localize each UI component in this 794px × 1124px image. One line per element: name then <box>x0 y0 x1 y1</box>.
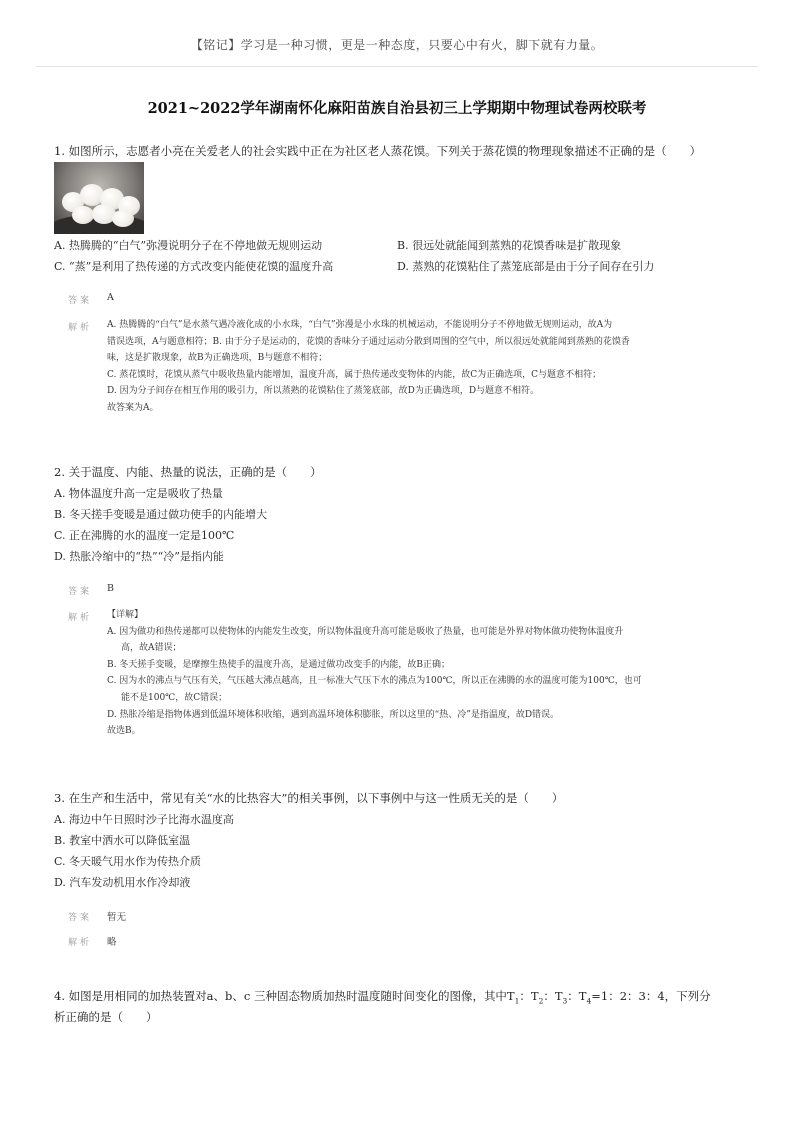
explanation-line: D. 因为分子间存在相互作用的吸引力，所以蒸熟的花馍粘住了蒸笼底部，故D为正确选项，D与题意不相符。 <box>107 386 540 397</box>
q2-option-b: B. 冬天搓手变暖是通过做功使手的内能增大 <box>54 508 268 521</box>
q2-option-d: D. 热胀冷缩中的“热”“冷”是指内能 <box>54 550 224 563</box>
q4-stem <box>54 988 711 1005</box>
q4-stem-text: ：T <box>567 989 587 1003</box>
q4-stem-text: ：T <box>519 989 539 1003</box>
explanation-line: A. 热腾腾的“白气”是水蒸气遇冷液化成的小水珠，“白气”弥漫是小水珠的机械运动，不能说明分子不停地做无规则运动，故A为 <box>107 320 613 330</box>
explanation-line: C. 蒸花馍时，花馍从蒸气中吸收热量内能增加，温度升高，属于热传递改变物体的内能，故C为正确选项，C与题意不相符； <box>107 369 602 380</box>
q1-answer-label: 答案 <box>68 296 93 306</box>
explanation-line: 能不是100℃，故C错误； <box>121 692 228 703</box>
steamed-buns-photo <box>54 162 144 234</box>
q2-stem: 2. 关于温度、内能、热量的说法，正确的是（ ） <box>54 465 322 479</box>
q2-explanation <box>107 607 727 740</box>
explanation-line: B. 冬天搓手变暖，是摩擦生热使手的温度升高，是通过做功改变手的内能，故B正确； <box>107 659 450 670</box>
q4-subscript: 2 <box>538 996 544 1006</box>
q4-stem-line2: 析正确的是（ ） <box>54 1010 158 1024</box>
q3-option-d: D. 汽车发动机用水作冷却液 <box>54 876 191 889</box>
q4-stem-text: 4. 如图是用相同的加热装置对a、b、c 三种固态物质加热时温度随时间变化的图像，其中T <box>54 989 515 1003</box>
q4-stem-text: ：T <box>543 989 563 1003</box>
q2-answer-label: 答案 <box>68 587 93 597</box>
q3-answer: 暂无 <box>107 912 127 923</box>
q4-subscript: 1 <box>514 996 520 1006</box>
q1-option-c: C. “蒸”是利用了热传递的方式改变内能使花馍的温度升高 <box>54 260 334 273</box>
explanation-line: 味，这是扩散现象，故B为正确选项，B与题意不相符； <box>107 353 328 364</box>
q3-option-a: A. 海边中午日照时沙子比海水温度高 <box>54 813 234 826</box>
q1-explanation <box>107 317 727 417</box>
header-divider <box>36 66 758 67</box>
q3-explanation: 略 <box>107 937 117 948</box>
explanation-line: D. 热胀冷缩是指物体遇到低温环境体积收缩，遇到高温环境体积膨胀，所以这里的“热、冷”是指温度，故D错误。 <box>107 709 560 720</box>
explanation-line: 故选B。 <box>107 726 141 737</box>
q2-option-a: A. 物体温度升高一定是吸收了热量 <box>54 487 223 500</box>
explanation-line: 高，故A错误； <box>121 643 182 654</box>
q4-subscript: 4 <box>586 996 592 1006</box>
motto-banner: 【铭记】学习是一种习惯，更是一种态度，只要心中有火，脚下就有力量。 <box>190 38 604 52</box>
bun <box>112 210 134 227</box>
q1-option-d: D. 蒸熟的花馍粘住了蒸笼底部是由于分子间存在引力 <box>397 260 655 273</box>
explanation-line: A. 因为做功和热传递都可以使物体的内能发生改变，所以物体温度升高可能是吸收了热量，也可能是外界对物体做功使物体温度升 <box>107 626 624 637</box>
explanation-line: 错误选项，A与题意相符；B. 由于分子是运动的，花馍的香味分子通过运动分散到周围的空气中，所以很远处就能闻到蒸熟的花馍香 <box>107 336 630 347</box>
explanation-line: 故答案为A。 <box>107 402 159 413</box>
q4-subscript: 3 <box>562 996 568 1006</box>
q2-answer: B <box>107 583 114 594</box>
explanation-line: C. 因为水的沸点与气压有关，气压越大沸点越高，且一标准大气压下水的沸点为100℃，所以正在沸腾的水的温度可能为100℃，也可 <box>107 676 642 687</box>
q1-option-a: A. 热腾腾的“白气”弥漫说明分子在不停地做无规则运动 <box>54 239 323 252</box>
q3-option-b: B. 教室中洒水可以降低室温 <box>54 834 191 847</box>
bun <box>72 206 94 224</box>
q3-answer-label: 答案 <box>68 913 93 923</box>
q1-answer: A <box>107 292 114 303</box>
q1-explanation-label: 解析 <box>68 323 93 333</box>
q3-option-c: C. 冬天暖气用水作为传热介质 <box>54 855 202 868</box>
q3-stem: 3. 在生产和生活中，常见有关“水的比热容大”的相关事例，以下事例中与这一性质无关的是（ ） <box>54 791 564 805</box>
q2-option-c: C. 正在沸腾的水的温度一定是100℃ <box>54 529 235 542</box>
q4-stem-text: =1：2：3：4，下列分 <box>591 989 711 1003</box>
page-title: 2021~2022学年湖南怀化麻阳苗族自治县初三上学期期中物理试卷两校联考 <box>147 100 647 117</box>
q1-option-b: B. 很远处就能闻到蒸熟的花馍香味是扩散现象 <box>397 239 622 252</box>
explanation-line: 【详解】 <box>107 610 144 620</box>
q1-stem: 1. 如图所示，志愿者小亮在关爱老人的社会实践中正在为社区老人蒸花馍。下列关于蒸花馍的物理现象描述不正确的是（ ） <box>54 144 702 158</box>
q2-explanation-label: 解析 <box>68 613 93 623</box>
q3-explanation-label: 解析 <box>68 938 93 948</box>
